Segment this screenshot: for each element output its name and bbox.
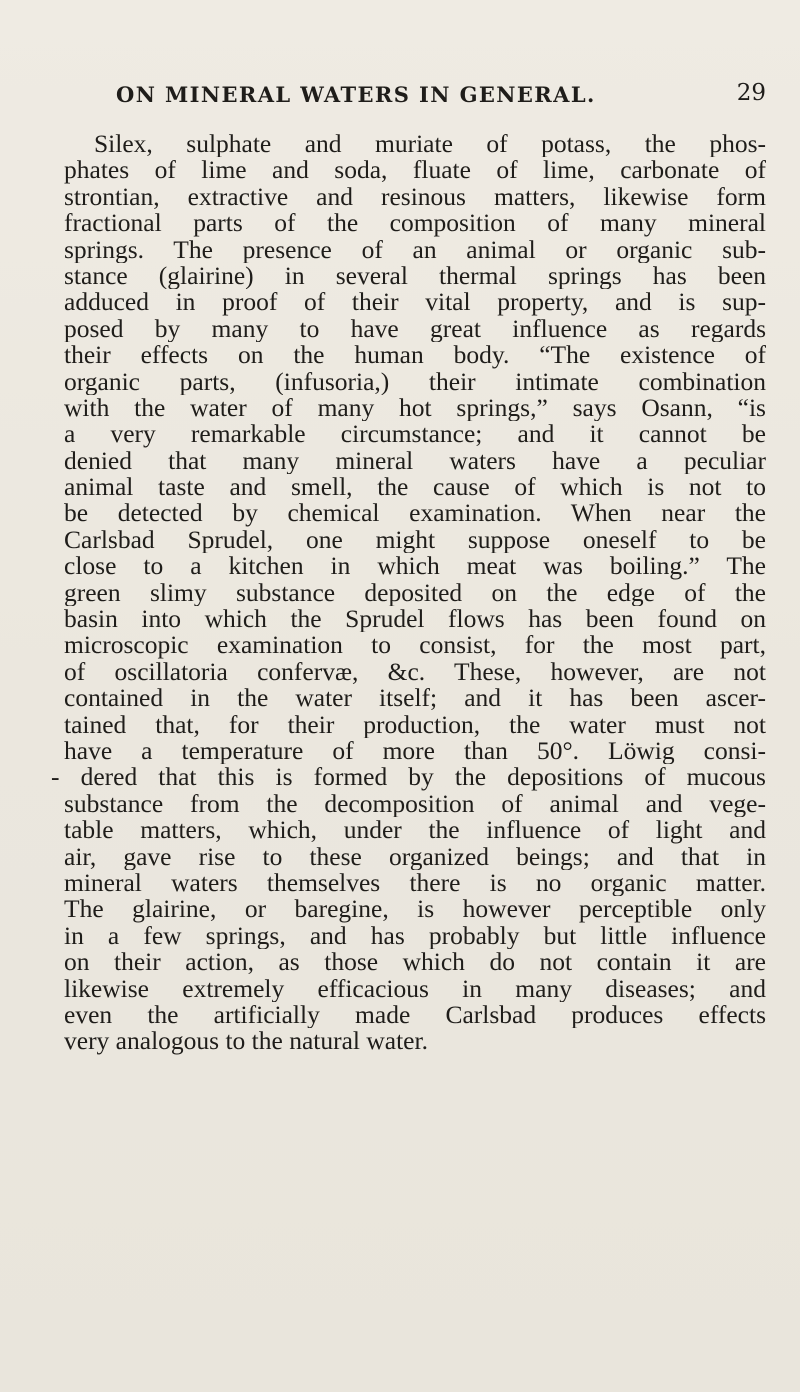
text-line: be detected by chemical examination. When near the [64,500,766,527]
text-line: posed by many to have great influence as regards [64,315,766,343]
text-line: close to a kitchen in which meat was boiling.” The [64,553,766,580]
text-line: basin into which the Sprudel flows has been found on [64,606,766,633]
body-text [51,131,766,1055]
text-line: tained that, for their production, the water must not [64,711,766,738]
page-number: 29 [736,80,766,106]
text-line: green slimy substance deposited on the edge of the [64,579,766,607]
text-line: table matters, which, under the influence of light and [64,817,766,844]
text-line: contained in the water itself; and it has been ascer- [64,685,766,712]
text-line: animal taste and smell, the cause of which is not to [64,474,766,501]
text-line: mineral waters themselves there is no organic matter. [64,869,766,897]
text-line: The glairine, or baregine, is however perceptible only [64,896,766,923]
text-line: springs. The presence of an animal or organic sub- [64,236,766,263]
text-line: organic parts, (infusoria,) their intimate combination [64,368,766,395]
text-line: substance from the decomposition of animal and vege- [64,790,766,818]
text-line: of oscillatoria confervæ, &c. These, however, are not [64,658,766,686]
text-line: likewise extremely efficacious in many diseases; and [64,975,766,1002]
text-line: strontian, extractive and resinous matters, likewise form [64,183,766,211]
text-line: very analogous to the natural water. [64,1028,428,1055]
text-line: a very remarkable circumstance; and it cannot be [64,421,766,448]
text-line: on their action, as those which do not contain it are [64,949,766,976]
running-title: ON MINERAL WATERS IN GENERAL. [116,82,596,107]
text-line: - dered that this is formed by the depositions of mucous [51,764,766,791]
page-header [116,82,766,112]
text-line: have a temperature of more than 50°. Löwig consi- [64,737,766,765]
text-line: even the artificially made Carlsbad produces effects [64,1001,766,1029]
text-line: Carlsbad Sprudel, one might suppose oneself to be [64,526,766,554]
text-line: air, gave rise to these organized beings; and that in [64,843,766,870]
text-line: adduced in proof of their vital property, and is sup- [64,289,766,316]
text-line: in a few springs, and has probably but little influence [64,922,766,950]
text-line: denied that many mineral waters have a peculiar [64,447,766,475]
text-line: phates of lime and soda, fluate of lime, carbonate of [64,157,766,184]
text-line: stance (glairine) in several thermal springs has been [64,262,766,290]
text-line: Silex, sulphate and muriate of potass, the phos- [94,131,766,158]
text-line: microscopic examination to consist, for the most part, [64,632,766,659]
text-line: with the water of many hot springs,” says Osann, “is [64,394,766,422]
text-line: fractional parts of the composition of many mineral [64,210,766,237]
text-line: their effects on the human body. “The existence of [64,342,766,369]
